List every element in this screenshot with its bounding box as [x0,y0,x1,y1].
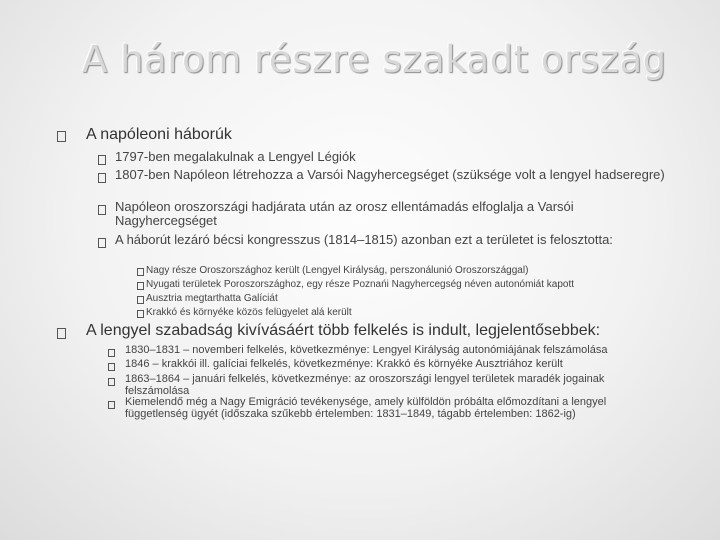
bullet-icon [57,328,66,339]
section1-item: A háborút lezáró bécsi kongresszus (1814–1815) azonban ezt a területet is felosztotta: [115,232,613,247]
section2-item: 1863–1864 – januári felkelés, következménye: az oroszországi lengyel területek maradék jogainak felszámolása [125,373,605,397]
section1-item: Napóleon oroszországi hadjárata után az orosz ellentámadás elfoglalja a Varsói Nagyhercegséget [115,199,574,228]
section1-item: 1807-ben Napóleon létrehozza a Varsói Nagyhercegséget (szüksége volt a lengyel hadseregre) [115,167,665,182]
bullet-icon [98,173,106,183]
section1-subitem: Nyugati területek Poroszországhoz, egy része Poznańi Nagyhercegség néven autonómiát kapott [146,279,575,290]
section1-subitem: Nagy része Oroszországhoz került (Lengyel Királyság, perszonálunió Oroszországgal) [146,265,529,276]
section1-heading: A napóleoni háborúk [86,126,232,143]
bullet-icon [98,238,106,248]
bullet-icon [108,401,115,409]
bullet-icon [137,282,144,290]
section1-subitem: Krakkó és környéke közös felügyelet alá került [146,307,352,318]
bullet-icon [98,155,106,165]
bullet-icon [98,205,106,215]
slide-title: A három részre szakadt ország [82,38,667,81]
bullet-icon [108,349,115,357]
bullet-icon [137,268,144,276]
section2-item: 1846 – krakkói ill. galíciai felkelés, következménye: Krakkó és környéke Ausztriához került [125,358,563,370]
section2-item: Kiemelendő még a Nagy Emigráció tevékenysége, amely külföldön próbálta előmozdítani a lengyel függetlenség ügyét (időszaka szűkebb értelemben: 1831–1849, tágabb értelemben: 1862-ig) [125,396,607,420]
section1-subitem: Ausztria megtarthatta Galíciát [146,293,278,304]
bullet-icon [137,296,144,304]
bullet-icon [108,363,115,371]
bullet-icon [108,378,115,386]
section1-item: 1797-ben megalakulnak a Lengyel Légiók [115,149,356,164]
section2-item: 1830–1831 – novemberi felkelés, következménye: Lengyel Királyság autonómiájának felszámolása [125,344,608,356]
bullet-icon [137,310,144,318]
section2-heading: A lengyel szabadság kivívásáért több felkelés is indult, legjelentősebbek: [86,322,601,339]
bullet-icon [57,131,66,142]
